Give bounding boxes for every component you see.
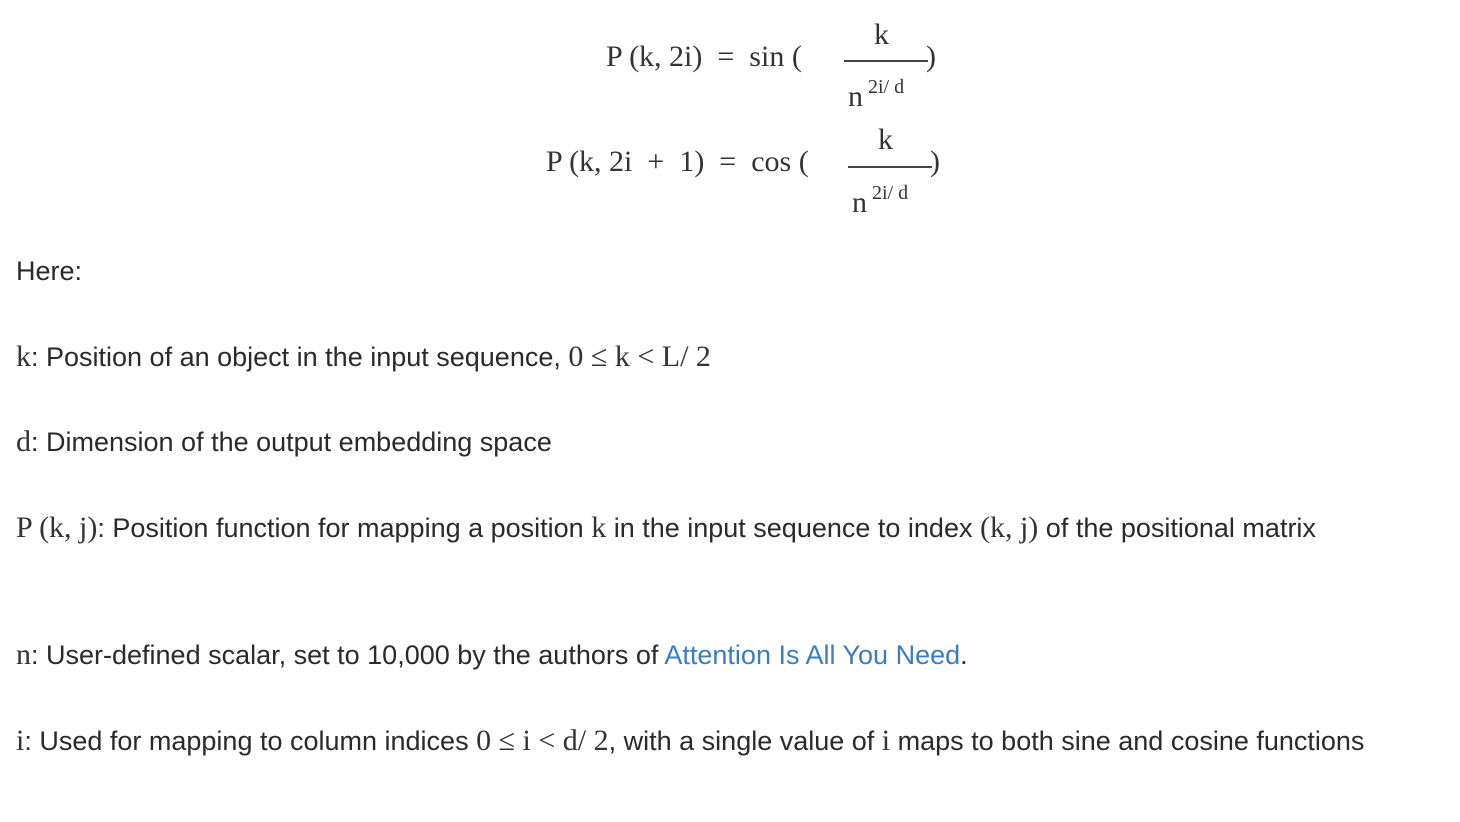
symbol-k: k — [16, 340, 31, 373]
sin-equation-lhs: P (k, 2i) = sin ( — [606, 40, 802, 73]
definition-i-math1: 0 ≤ i < d/ 2 — [476, 724, 609, 757]
attention-paper-link[interactable]: Attention Is All You Need — [664, 640, 961, 670]
here-label: Here: — [16, 256, 83, 286]
cos-close-paren: ) — [930, 145, 940, 178]
cos-fraction-bar — [848, 166, 932, 168]
sin-fraction — [842, 18, 932, 118]
cos-fraction — [846, 123, 936, 223]
definition-i-math2: i — [881, 724, 891, 757]
definition-p-math1: k — [591, 511, 607, 544]
definition-i-text3: maps to both sine and cosine functions — [890, 726, 1365, 756]
symbol-i: i — [16, 724, 25, 757]
symbol-p: P (k, j) — [16, 511, 98, 544]
symbol-d: d — [16, 425, 31, 458]
definition-k — [16, 334, 1446, 380]
cos-equation-lhs: P (k, 2i + 1) = cos ( — [546, 145, 809, 178]
symbol-n: n — [16, 638, 31, 671]
sin-denominator-exponent: 2i/ d — [868, 76, 905, 98]
cos-denominator-base: n — [852, 186, 867, 219]
definition-d — [16, 419, 1446, 465]
definition-n-text: : User-defined scalar, set to 10,000 by the authors of — [31, 640, 665, 670]
definition-p-math2: (k, j) — [979, 511, 1039, 544]
sin-fraction-bar — [844, 60, 928, 62]
definition-p-text3: of the positional matrix — [1038, 513, 1316, 543]
cos-denominator-exponent: 2i/ d — [872, 182, 909, 204]
definition-p-text2: in the input sequence to index — [606, 513, 980, 543]
definition-i — [16, 718, 1446, 764]
definition-n-after: . — [960, 640, 968, 670]
sin-close-paren: ) — [926, 40, 936, 73]
definition-d-text: : Dimension of the output embedding space — [31, 427, 552, 457]
cos-numerator: k — [878, 123, 893, 156]
definition-p-text1: : Position function for mapping a position — [97, 513, 592, 543]
definition-i-text2: , with a single value of — [608, 726, 882, 756]
definition-p — [16, 505, 1426, 551]
definition-k-text: : Position of an object in the input sequence, — [31, 342, 569, 372]
sin-denominator-base: n — [848, 80, 863, 113]
definition-i-text1: : Used for mapping to column indices — [24, 726, 477, 756]
definition-k-math: 0 ≤ k < L/ 2 — [568, 340, 711, 373]
definition-n — [16, 632, 1446, 678]
sin-numerator: k — [874, 18, 889, 51]
